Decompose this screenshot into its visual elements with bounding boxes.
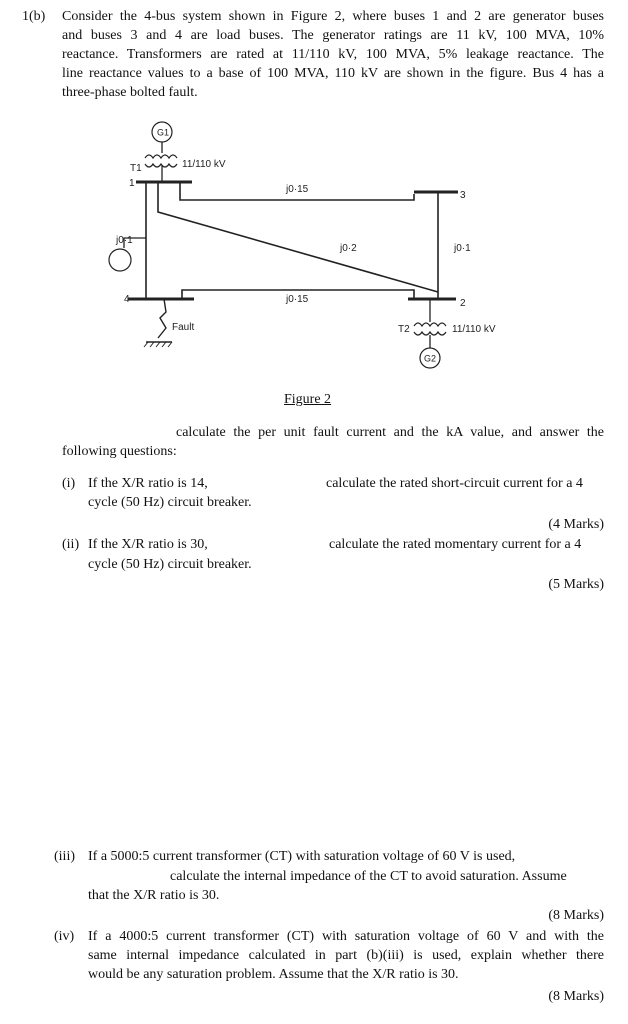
transformer-t2-secondary	[414, 332, 446, 335]
part-iii-marks: (8 Marks)	[548, 908, 604, 923]
line-1-2-diagonal	[158, 182, 438, 292]
part-ii-marks: (5 Marks)	[548, 577, 604, 592]
part-iv-line3: would be any saturation problem. Assume that the X/R ratio is 30.	[88, 967, 459, 982]
part-ii-line2: cycle (50 Hz) circuit breaker.	[88, 557, 252, 572]
task-line-2: following questions:	[62, 444, 177, 459]
load-reactance: j0·1	[116, 235, 133, 246]
transformer-t2-primary	[414, 323, 446, 326]
part-iii-label: (iii)	[54, 849, 75, 864]
line-3-2-reactance: j0·1	[454, 243, 471, 254]
task-line: calculate the per unit fault current and the kA value, and answer the	[176, 425, 604, 440]
part-i-line2: cycle (50 Hz) circuit breaker.	[88, 495, 252, 510]
transformer-rating-bottom: 11/110 kV	[452, 324, 496, 335]
intro-line-5: three-phase bolted fault.	[62, 85, 198, 100]
bus-4-label: 4	[124, 294, 130, 305]
part-ii-line1: If the X/R ratio is 30,	[88, 537, 208, 552]
four-bus-diagram	[0, 110, 628, 385]
g2-label: G2	[424, 353, 437, 364]
intro-line-3: reactance. Transformers are rated at 11/110 kV, 100 MVA, 5% leakage reactance. The	[62, 47, 604, 62]
intro-line-2: and buses 3 and 4 are load buses. The generator ratings are 11 kV, 100 MVA, 10%	[62, 28, 604, 43]
transformer-t1-primary	[145, 155, 177, 158]
bus-3-label: 3	[460, 190, 466, 201]
part-iii-line3: that the X/R ratio is 30.	[88, 888, 220, 903]
part-ii-label: (ii)	[62, 537, 80, 552]
part-iv-line1: If a 4000:5 current transformer (CT) with saturation voltage of 60 V and with the	[88, 929, 604, 944]
load-circle	[109, 249, 131, 271]
part-i-right-text: calculate the rated short-circuit current for a 4	[326, 476, 583, 491]
part-iv-marks: (8 Marks)	[548, 989, 604, 1004]
line-4-2-reactance: j0·15	[286, 294, 309, 305]
transformer-rating-top: 11/110 kV	[182, 159, 226, 170]
transformer-t1-secondary	[145, 164, 177, 167]
g1-label: G1	[157, 127, 170, 138]
figure-caption: Figure 2	[284, 392, 332, 407]
part-i-label: (i)	[62, 476, 76, 491]
intro-line-4: line reactance values to a base of 100 MVA, 110 kV are shown in the figure. Bus 4 has a	[62, 66, 604, 81]
part-iii-line2: calculate the internal impedance of the CT to avoid saturation. Assume	[170, 869, 567, 884]
fault-label: Fault	[172, 322, 195, 333]
part-ii-right-text: calculate the rated momentary current for a 4	[329, 537, 582, 552]
t1-label: T1	[130, 163, 142, 174]
part-i-line1: If the X/R ratio is 14,	[88, 476, 208, 491]
line-1-3-reactance: j0·15	[286, 184, 309, 195]
line-1-2-reactance: j0·2	[340, 243, 357, 254]
part-i-marks: (4 Marks)	[548, 517, 604, 532]
intro-line-1: Consider the 4-bus system shown in Figure 2, where buses 1 and 2 are generator buses	[62, 9, 604, 24]
question-number: 1(b)	[22, 9, 46, 24]
t2-label: T2	[398, 324, 410, 335]
bus-2-label: 2	[460, 298, 466, 309]
part-iii-line1: If a 5000:5 current transformer (CT) with saturation voltage of 60 V is used,	[88, 849, 516, 864]
part-iv-line2: same internal impedance calculated in part (b)(iii) is used, explain whether there	[88, 948, 604, 963]
part-iv-label: (iv)	[54, 929, 75, 944]
bus-1-label: 1	[129, 178, 135, 189]
fault-symbol	[158, 299, 166, 338]
